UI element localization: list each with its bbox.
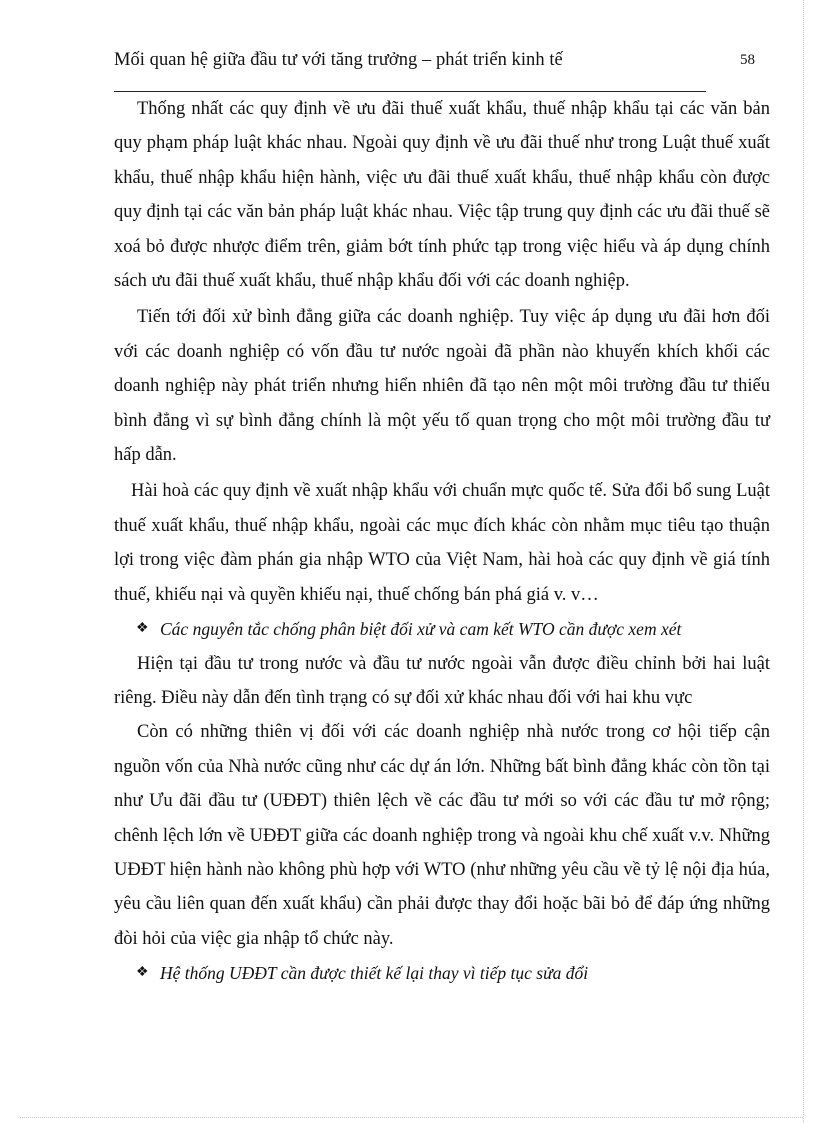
paragraph-inequalities: Còn có những thiên vị đối với các doanh nghiệp nhà nước trong cơ hội tiếp cận nguồn vốn của Nhà nước cũng như các dự án lớn. Những bất bình đẳng khác còn tồn tại như Ưu đãi đầu tư (UĐĐT) thiên lệch về các đầu tư mới so với các đầu tư mở rộng; chênh lệch lớn về UĐĐT giữa các doanh nghiệp trong và ngoài khu chế xuất v.v. Những UĐĐT hiện hành nào không phù hợp với WTO (như những yêu cầu về tỷ lệ nội địa húa, yêu cầu liên quan đến xuất khẩu) cần phải được thay đổi hoặc bãi bỏ để đáp ứng những đòi hỏi của việc gia nhập tổ chức này. xyxy=(114,722,770,949)
diamond-bullet-icon: ❖ xyxy=(136,965,149,981)
bullet-heading-non-discrimination xyxy=(114,612,770,646)
diamond-bullet-icon: ❖ xyxy=(136,621,149,637)
bullet-heading-redesign xyxy=(114,956,770,990)
header-title: Mối quan hệ giữa đầu tư với tăng trưởng – phát triển kinh tế xyxy=(114,50,563,70)
bullet-heading-text: Các nguyên tắc chống phân biệt đối xử và cam kết WTO cần được xem xét xyxy=(160,619,682,640)
page-border-bottom xyxy=(20,1117,803,1118)
paragraph-harmonization: Hài hoà các quy định về xuất nhập khẩu với chuẩn mực quốc tế. Sửa đổi bổ sung Luật thuế xuất khẩu, thuế nhập khẩu, ngoài các mục đích khác còn nhằm mục tiêu tạo thuận lợi trong việc đàm phán gia nhập WTO của Việt Nam, hài hoà các quy định về giá tính thuế, khiếu nại và quyền khiếu nại, thuế chống bán phá giá v. v… xyxy=(114,481,770,605)
document-body xyxy=(114,92,770,991)
page-border-right xyxy=(803,0,804,1123)
page-header xyxy=(114,50,760,76)
bullet-heading-text: Hệ thống UĐĐT cần được thiết kế lại thay vì tiếp tục sửa đổi xyxy=(160,963,589,984)
paragraph-current-investment: Hiện tại đầu tư trong nước và đầu tư nước ngoài vẫn được điều chỉnh bởi hai luật riêng. Điều này dẫn đến tình trạng có sự đối xử khác nhau đối với hai khu vực xyxy=(114,653,770,708)
page-number: 58 xyxy=(740,52,755,68)
paragraph-tax-unification: Thống nhất các quy định về ưu đãi thuế xuất khẩu, thuế nhập khẩu tại các văn bản quy phạm pháp luật khác nhau. Ngoài quy định về ưu đãi thuế như trong Luật thuế xuất khẩu, thuế nhập khẩu hiện hành, việc ưu đãi thuế xuất khẩu, thuế nhập khẩu còn được quy định tại các văn bản pháp luật khác nhau. Việc tập trung quy định các ưu đãi thuế sẽ xoá bỏ được nhược điểm trên, giảm bớt tính phức tạp trong việc hiểu và áp dụng chính sách ưu đãi thuế xuất khẩu, thuế nhập khẩu đối với các doanh nghiệp. xyxy=(114,99,770,292)
paragraph-equal-treatment: Tiến tới đối xử bình đẳng giữa các doanh nghiệp. Tuy việc áp dụng ưu đãi hơn đối với các doanh nghiệp có vốn đầu tư nước ngoài đã phần nào khuyến khích khối các doanh nghiệp này phát triển nhưng hiển nhiên đã tạo nên một môi trường đầu tư thiếu bình đẳng vì sự bình đẳng chính là một yếu tố quan trọng cho một môi trường đầu tư hấp dẫn. xyxy=(114,307,770,466)
